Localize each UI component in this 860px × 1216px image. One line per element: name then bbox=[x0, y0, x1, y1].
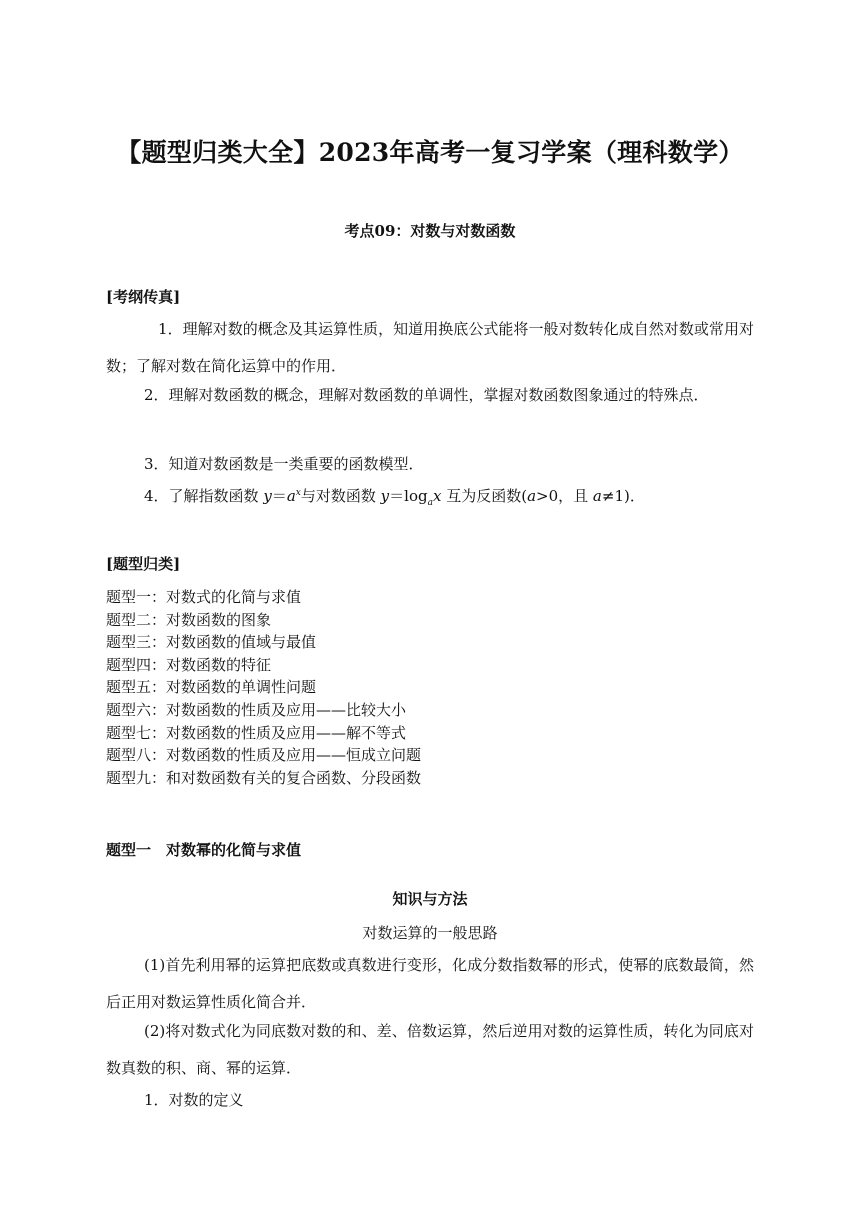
list-item: 题型九：和对数函数有关的复合函数、分段函数 bbox=[106, 768, 422, 787]
list-item: 题型五：对数函数的单调性问题 bbox=[106, 678, 317, 697]
section-heading: 题型一 对数幂的化简与求值 bbox=[106, 841, 302, 859]
categories-heading: [题型归类] bbox=[106, 555, 181, 573]
method-point-2: (2)将对数式化为同底数对数的和、差、倍数运算，然后逆用对数的运算性质，转化为同底对数真数的积、商、幂的运算． bbox=[106, 1022, 754, 1077]
list-item: 题型三：对数函数的值域与最值 bbox=[106, 633, 317, 652]
list-item: 题型二：对数函数的图象 bbox=[106, 610, 272, 629]
category-list bbox=[106, 586, 421, 789]
syllabus-item-3: 3．知道对数函数是一类重要的函数模型． bbox=[144, 455, 424, 473]
list-item: 题型七：对数函数的性质及应用——解不等式 bbox=[106, 723, 407, 742]
list-item: 题型八：对数函数的性质及应用——恒成立问题 bbox=[106, 746, 422, 765]
syllabus-heading: [考纲传真] bbox=[106, 288, 181, 306]
document-subtitle: 考点09：对数与对数函数 bbox=[344, 222, 516, 240]
method-point-1: (1)首先利用幂的运算把底数或真数进行变形，化成分数指数幂的形式，使幂的底数最简，然后正用对数运算性质化简合并． bbox=[106, 956, 754, 1011]
list-item: 题型四：对数函数的特征 bbox=[106, 655, 272, 674]
list-item: 题型一：对数式的化简与求值 bbox=[106, 588, 302, 606]
definition-title: 1．对数的定义 bbox=[144, 1091, 244, 1109]
method-title: 对数运算的一般思路 bbox=[362, 924, 498, 942]
knowledge-heading: 知识与方法 bbox=[392, 890, 468, 908]
syllabus-item-1: 1．理解对数的概念及其运算性质，知道用换底公式能将一般对数转化成自然对数或常用对数；了解对数在简化运算中的作用． bbox=[106, 320, 754, 375]
document-title: 【题型归类大全】2023年高考一复习学案（理科数学） bbox=[116, 138, 744, 167]
list-item: 题型六：对数函数的性质及应用——比较大小 bbox=[106, 700, 407, 719]
syllabus-item-4: 4．了解指数函数 $y=a^x$与对数函数 $y=\log_ax$ 互为反函数(a>0，且 a≠1)． bbox=[144, 487, 645, 508]
syllabus-item-2: 2．理解对数函数的概念，理解对数函数的单调性，掌握对数函数图象通过的特殊点． bbox=[144, 386, 709, 404]
